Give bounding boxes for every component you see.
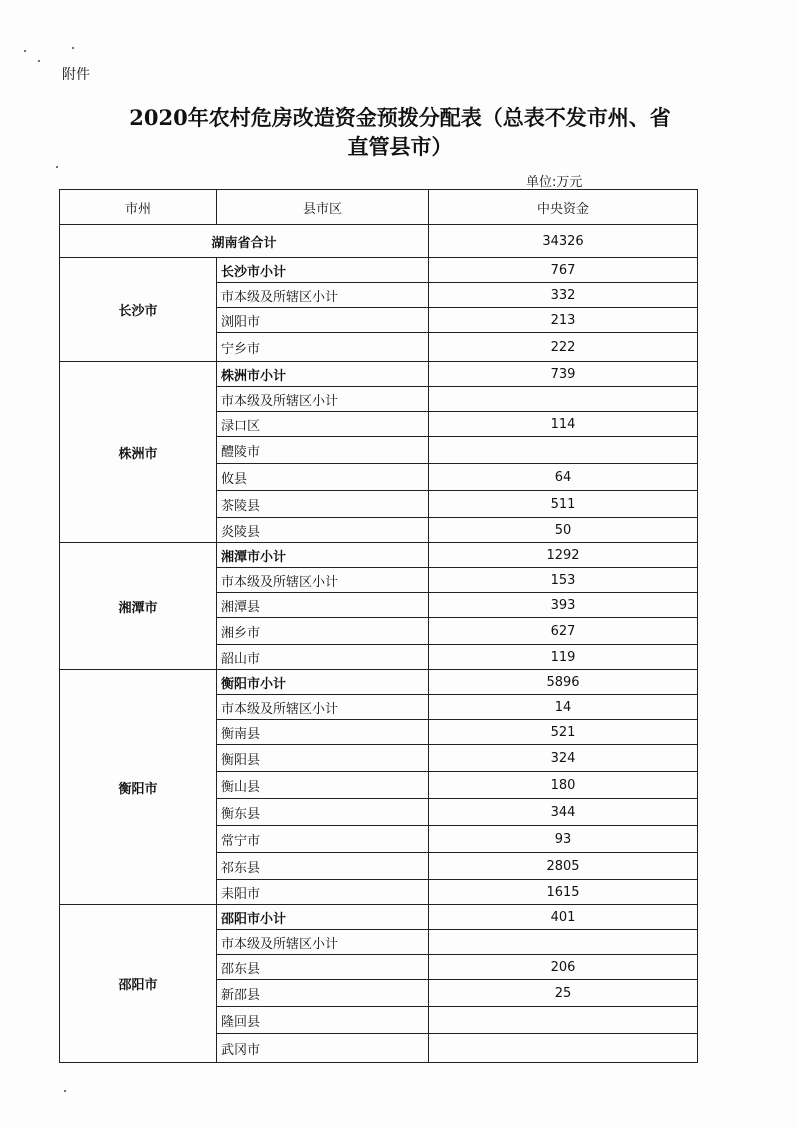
unit-label: 单位:万元 <box>526 175 583 190</box>
fund-cell: 14 <box>429 695 698 720</box>
fund-cell: 324 <box>429 745 698 772</box>
fund-cell: 1292 <box>429 543 698 568</box>
county-cell: 湘潭县 <box>217 593 429 618</box>
scan-speck <box>56 166 58 168</box>
county-cell: 常宁市 <box>217 826 429 853</box>
county-cell: 武冈市 <box>217 1034 429 1063</box>
county-cell: 市本级及所辖区小计 <box>217 387 429 412</box>
fund-cell: 739 <box>429 362 698 387</box>
header-fund: 中央资金 <box>429 190 698 225</box>
attachment-label: 附件 <box>62 67 90 83</box>
title-line-1: 2020年农村危房改造资金预拨分配表（总表不发市州、省 <box>129 105 671 130</box>
table-row <box>60 543 698 568</box>
fund-cell: 393 <box>429 593 698 618</box>
fund-cell: 180 <box>429 772 698 799</box>
fund-cell: 64 <box>429 464 698 491</box>
header-county: 县市区 <box>217 190 429 225</box>
total-row <box>60 225 698 258</box>
fund-cell: 5896 <box>429 670 698 695</box>
total-label: 湖南省合计 <box>60 225 429 258</box>
county-cell: 长沙市小计 <box>217 258 429 283</box>
county-cell: 市本级及所辖区小计 <box>217 930 429 955</box>
table-row <box>60 362 698 387</box>
header-city: 市州 <box>60 190 217 225</box>
county-cell: 隆回县 <box>217 1007 429 1034</box>
allocation-table <box>59 189 698 1063</box>
county-cell: 祁东县 <box>217 853 429 880</box>
county-cell: 衡山县 <box>217 772 429 799</box>
county-cell: 衡南县 <box>217 720 429 745</box>
county-cell: 邵东县 <box>217 955 429 980</box>
fund-cell <box>429 437 698 464</box>
fund-cell <box>429 1007 698 1034</box>
fund-cell: 1615 <box>429 880 698 905</box>
title-line-2: 直管县市） <box>347 134 453 159</box>
scan-speck <box>24 50 26 52</box>
city-cell: 株洲市 <box>60 362 217 543</box>
county-cell: 炎陵县 <box>217 518 429 543</box>
fund-cell: 213 <box>429 308 698 333</box>
fund-cell: 153 <box>429 568 698 593</box>
fund-cell: 222 <box>429 333 698 362</box>
fund-cell: 2805 <box>429 853 698 880</box>
scan-speck <box>72 47 74 49</box>
table-row <box>60 670 698 695</box>
scan-speck <box>64 1090 66 1092</box>
fund-cell: 93 <box>429 826 698 853</box>
fund-cell: 521 <box>429 720 698 745</box>
county-cell: 湘乡市 <box>217 618 429 645</box>
fund-cell: 401 <box>429 905 698 930</box>
fund-cell: 114 <box>429 412 698 437</box>
table-row <box>60 905 698 930</box>
city-cell: 长沙市 <box>60 258 217 362</box>
total-value: 34326 <box>429 225 698 258</box>
fund-cell: 511 <box>429 491 698 518</box>
fund-cell: 119 <box>429 645 698 670</box>
fund-cell <box>429 930 698 955</box>
fund-cell: 627 <box>429 618 698 645</box>
city-cell: 湘潭市 <box>60 543 217 670</box>
fund-cell: 344 <box>429 799 698 826</box>
city-cell: 衡阳市 <box>60 670 217 905</box>
fund-cell: 332 <box>429 283 698 308</box>
county-cell: 衡阳市小计 <box>217 670 429 695</box>
county-cell: 茶陵县 <box>217 491 429 518</box>
county-cell: 浏阳市 <box>217 308 429 333</box>
county-cell: 新邵县 <box>217 980 429 1007</box>
county-cell: 韶山市 <box>217 645 429 670</box>
table-row <box>60 258 698 283</box>
fund-cell <box>429 1034 698 1063</box>
county-cell: 市本级及所辖区小计 <box>217 568 429 593</box>
document-title <box>40 103 760 161</box>
county-cell: 耒阳市 <box>217 880 429 905</box>
city-cell: 邵阳市 <box>60 905 217 1063</box>
county-cell: 株洲市小计 <box>217 362 429 387</box>
fund-cell: 206 <box>429 955 698 980</box>
fund-cell: 767 <box>429 258 698 283</box>
header-row <box>60 190 698 225</box>
county-cell: 市本级及所辖区小计 <box>217 283 429 308</box>
county-cell: 邵阳市小计 <box>217 905 429 930</box>
county-cell: 攸县 <box>217 464 429 491</box>
county-cell: 湘潭市小计 <box>217 543 429 568</box>
fund-cell: 25 <box>429 980 698 1007</box>
county-cell: 渌口区 <box>217 412 429 437</box>
fund-cell <box>429 387 698 412</box>
county-cell: 衡东县 <box>217 799 429 826</box>
county-cell: 宁乡市 <box>217 333 429 362</box>
county-cell: 醴陵市 <box>217 437 429 464</box>
fund-cell: 50 <box>429 518 698 543</box>
county-cell: 衡阳县 <box>217 745 429 772</box>
scan-speck <box>38 60 40 62</box>
county-cell: 市本级及所辖区小计 <box>217 695 429 720</box>
